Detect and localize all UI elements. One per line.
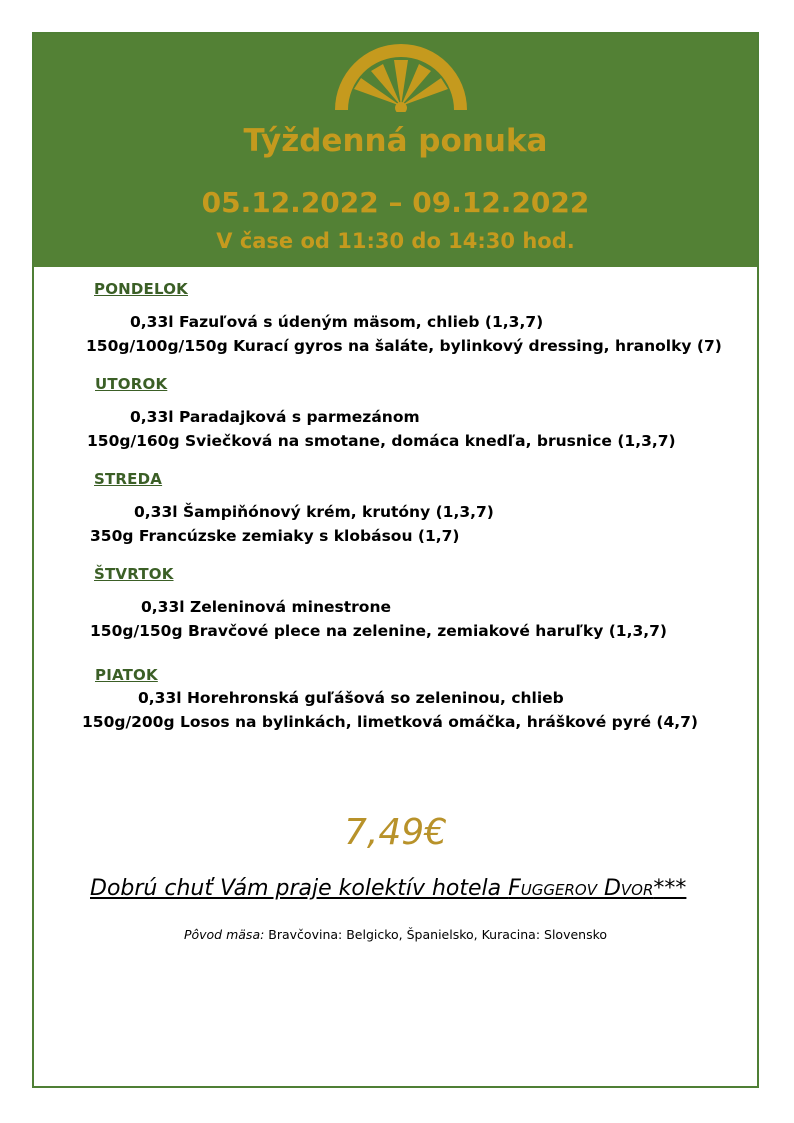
- greeting-line: [90, 876, 686, 901]
- day-heading: UTOROK: [95, 375, 168, 393]
- meat-origin: [34, 927, 757, 942]
- menu-dates: 05.12.2022 – 09.12.2022: [201, 186, 590, 219]
- day-heading: PONDELOK: [94, 280, 188, 298]
- day-heading: STREDA: [94, 470, 163, 488]
- main-item: 350g Francúzske zemiaky s klobásou (1,7): [90, 527, 460, 545]
- menu-title: Týždenná ponuka: [243, 123, 548, 159]
- soup-item: 0,33l Zeleninová minestrone: [141, 598, 392, 616]
- main-item: 150g/100g/150g Kurací gyros na šaláte, bylinkový dressing, hranolky (7): [86, 337, 722, 355]
- sun-logo-icon: [332, 40, 470, 112]
- soup-item: 0,33l Šampiňónový krém, krutóny (1,3,7): [134, 503, 494, 521]
- hotel-name: Fuggerov Dvor: [508, 876, 654, 901]
- greeting-text: Dobrú chuť Vám praje kolektív hotela: [90, 876, 509, 901]
- serving-hours: V čase od 11:30 do 14:30 hod.: [216, 229, 575, 253]
- hotel-stars: ***: [653, 876, 687, 901]
- day-heading: ŠTVRTOK: [94, 565, 174, 583]
- meat-origin-text: Bravčovina: Belgicko, Španielsko, Kuracina: Slovensko: [264, 927, 608, 942]
- meat-origin-label: Pôvod mäsa:: [183, 927, 265, 942]
- soup-item: 0,33l Horehronská guľášová so zeleninou, chlieb: [138, 689, 564, 707]
- soup-item: 0,33l Fazuľová s údeným mäsom, chlieb (1,3,7): [130, 313, 544, 331]
- main-item: 150g/200g Losos na bylinkách, limetková omáčka, hráškové pyré (4,7): [82, 713, 698, 731]
- menu-price: 7,49€: [343, 812, 448, 853]
- main-item: 150g/160g Sviečková na smotane, domáca knedľa, brusnice (1,3,7): [87, 432, 676, 450]
- soup-item: 0,33l Paradajková s parmezánom: [130, 408, 420, 426]
- day-heading: PIATOK: [95, 666, 158, 684]
- main-item: 150g/150g Bravčové plece na zelenine, zemiakové haruľky (1,3,7): [90, 622, 667, 640]
